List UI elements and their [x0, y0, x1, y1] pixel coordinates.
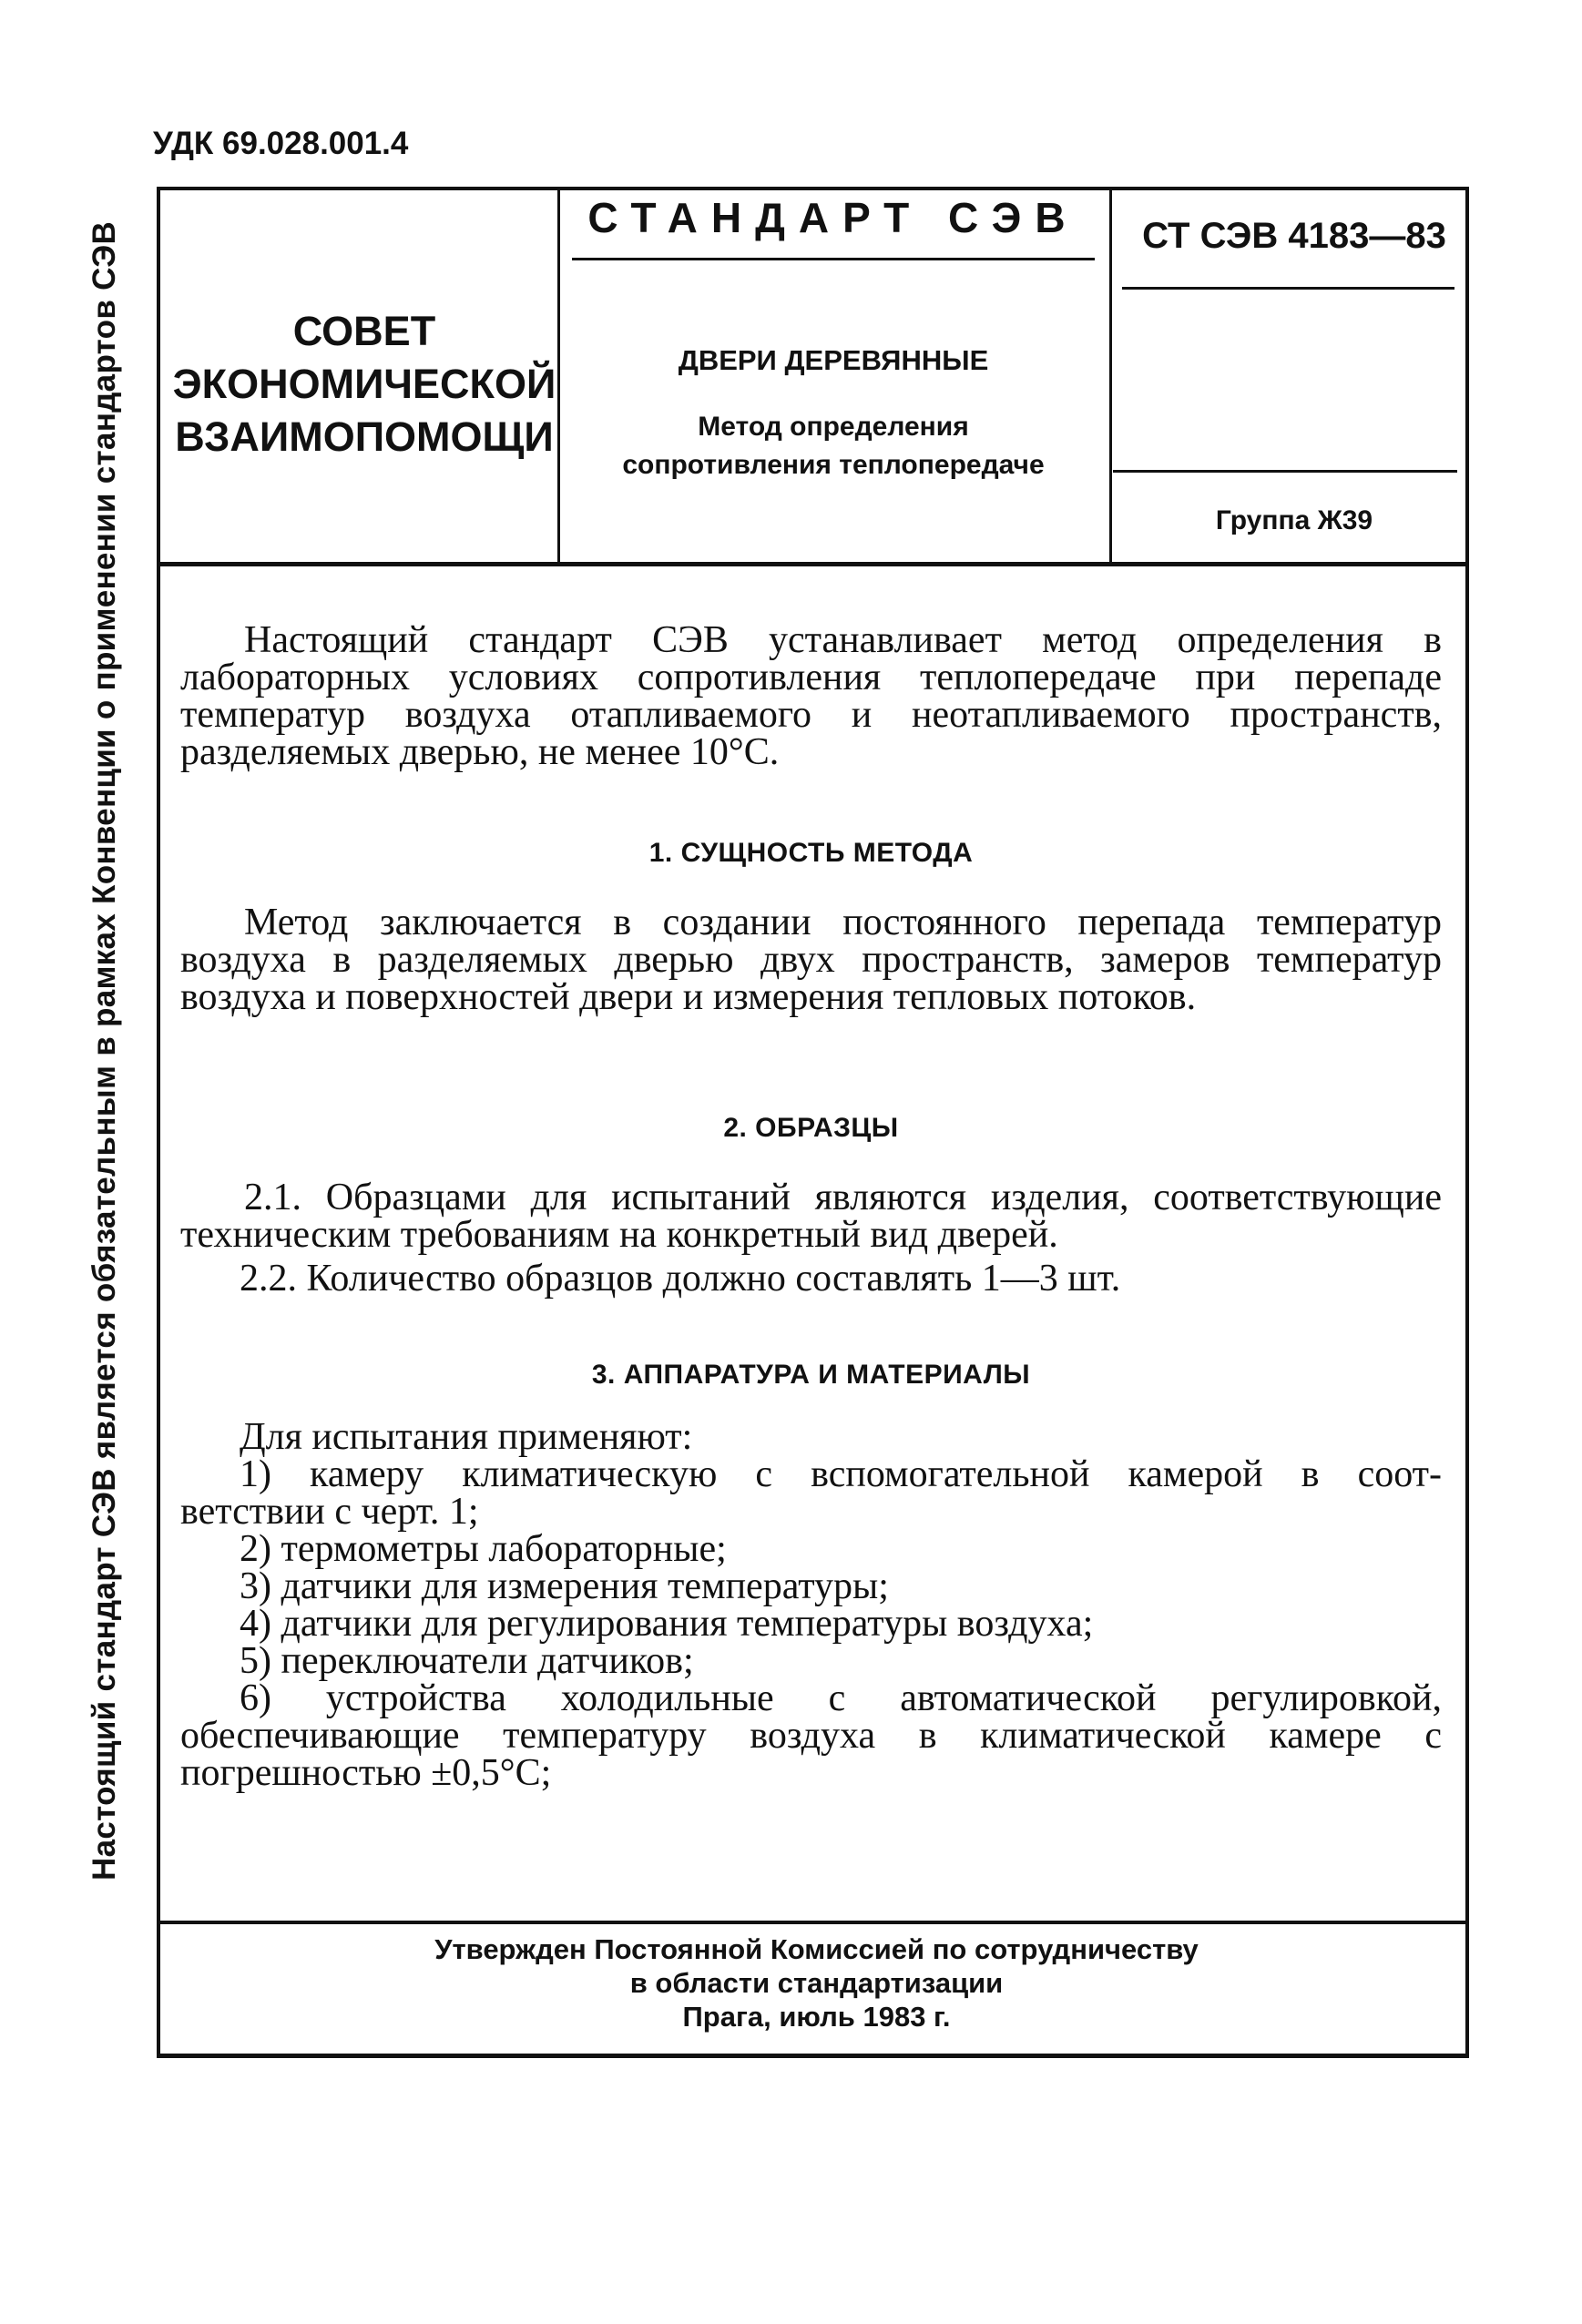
approval-line-1: Утвержден Постоянной Комиссией по сотрудничеству: [434, 1933, 1199, 1965]
section-1-paragraph: [180, 904, 1442, 1016]
section-3-item-1-line-2: ветствии с черт. 1;: [180, 1491, 479, 1533]
approval-line-3: Прага, июль 1983 г.: [682, 2001, 951, 2033]
section-2-heading: 2. ОБРАЗЦЫ: [723, 1113, 899, 1143]
document-title: ДВЕРИ ДЕРЕВЯННЫЕ: [678, 344, 989, 376]
number-underline: [1122, 287, 1454, 290]
section-3-item-6-line-3: погрешностью ±0,5°С;: [180, 1752, 552, 1794]
section-3-item-4: 4) датчики для регулирования температуры воздуха;: [240, 1603, 1094, 1645]
org-line-2: ЭКОНОМИЧЕСКОЙ: [172, 361, 556, 407]
header-bottom-rule: [157, 562, 1469, 566]
header-divider-right: [1109, 190, 1112, 562]
intro-paragraph: [180, 619, 1442, 773]
org-line-1: СОВЕТ: [292, 308, 436, 354]
section-3-heading: 3. АППАРАТУРА И МАТЕРИАЛЫ: [591, 1360, 1031, 1390]
section-1-heading: 1. СУЩНОСТЬ МЕТОДА: [648, 838, 974, 868]
organization-name: [164, 305, 565, 464]
section-3-item-6-line-1: 6) устройства холодильные с автоматической регулировкой,: [240, 1677, 1442, 1719]
intro-text: Настоящий стандарт СЭВ устанавливает метод определения в лабораторных условиях сопротивления теплопередаче при перепаде температур воздуха отапливаемого и неотапливаемого пространств, разделяемых дверью, не менее 10°С.: [180, 619, 1442, 773]
udk-code: УДК 69.028.001.4: [153, 126, 409, 161]
standard-label: СТАНДАРТ СЭВ: [587, 194, 1079, 241]
org-line-3: ВЗАИМОПОМОЩИ: [175, 413, 554, 460]
section-3-item-2: 2) термометры лабораторные;: [240, 1528, 727, 1570]
document-subtitle: [569, 408, 1097, 484]
standard-label-underline: [572, 258, 1095, 260]
subtitle-line-1: Метод определения: [698, 412, 969, 442]
section-3-item-5: 5) переключатели датчиков;: [240, 1640, 694, 1682]
section-1-text: Метод заключается в создании постоянного перепада температур воздуха в разделяемых дверью двух пространств, замеров температур воздуха и поверхностей двери и измерения тепловых потоков.: [180, 902, 1442, 1018]
approval-note: [164, 1932, 1469, 2034]
group-overline: [1113, 470, 1457, 473]
footer-top-rule: [160, 1921, 1465, 1924]
section-3-item-3: 3) датчики для измерения температуры;: [240, 1565, 889, 1607]
section-2-item-1-text: 2.1. Образцами для испытаний являются изделия, соответствующие техническим требованиям на конкретный вид дверей.: [180, 1177, 1442, 1256]
section-3-lead: Для испытания применяют:: [240, 1416, 693, 1458]
section-3-item-6-line-2: обеспечивающие температуру воздуха в климатической камере с: [180, 1715, 1442, 1757]
section-2-item-2: 2.2. Количество образцов должно составлять 1—3 шт.: [240, 1258, 1121, 1300]
section-3-item-1-line-1: 1) камеру климатическую с вспомогательной камерой в соот-: [240, 1453, 1442, 1495]
header-top-rule: [157, 187, 1469, 190]
standard-number: СТ СЭВ 4183—83: [1142, 216, 1446, 256]
section-2-item-1: [180, 1179, 1442, 1254]
group-code: Группа Ж39: [1215, 505, 1373, 535]
side-note-vertical: Настоящий стандарт СЭВ является обязательным в рамках Конвенции о применении стандартов СЭВ: [87, 220, 122, 1881]
subtitle-line-2: сопротивления теплопередаче: [622, 450, 1045, 480]
approval-line-2: в области стандартизации: [629, 1967, 1004, 1999]
